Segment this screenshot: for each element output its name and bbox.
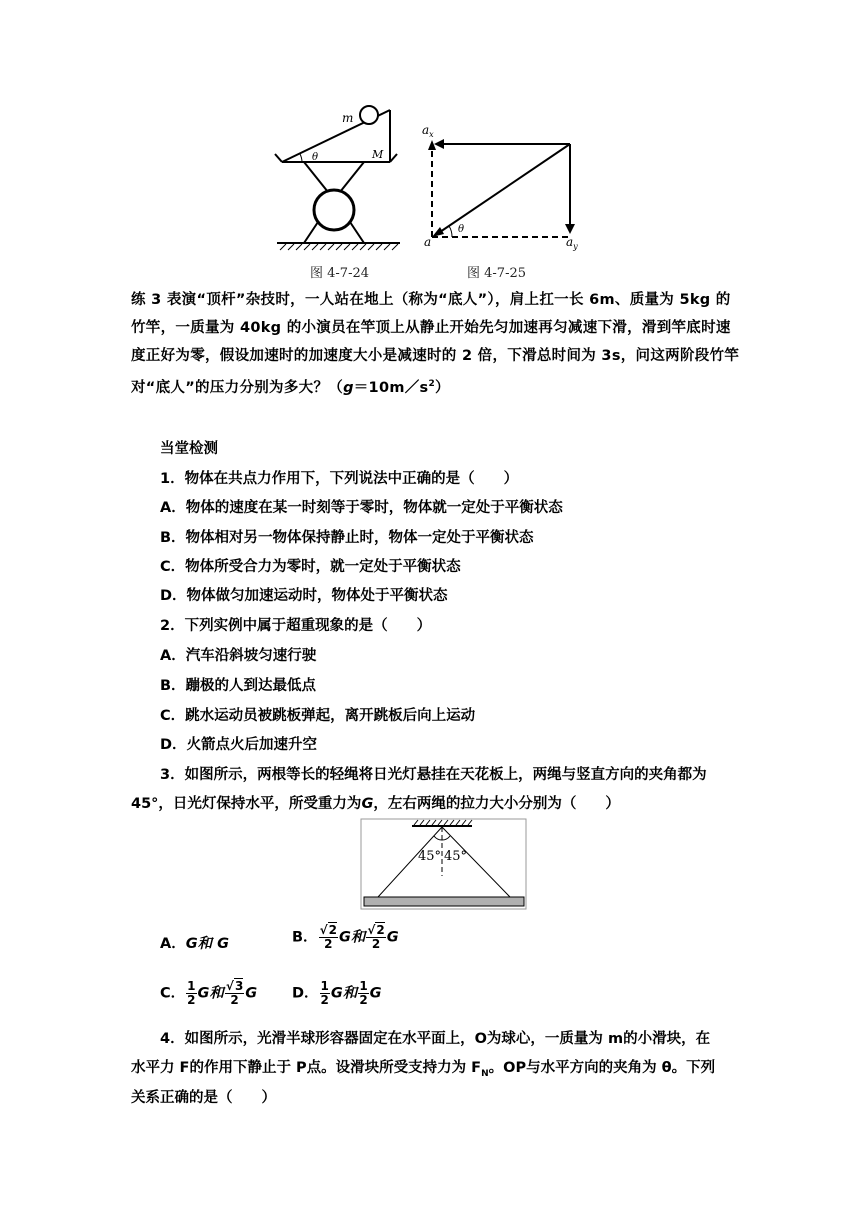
label-ay: $a_y$	[566, 235, 578, 251]
q3-option-a: A．G和 G	[160, 936, 230, 952]
q4-line3: 关系正确的是（ ）	[131, 1090, 276, 1106]
label-a: a	[424, 235, 432, 249]
q1-option-a: A．物体的速度在某一时刻等于零时，物体就一定处于平衡状态	[160, 500, 563, 516]
figure-q3-lamp	[360, 818, 528, 912]
q2-option-b: B．蹦极的人到达最低点	[160, 678, 317, 694]
angle-right-label: 45°	[444, 849, 468, 864]
label-theta-2: θ	[458, 224, 465, 235]
figure-4-7-24	[272, 100, 407, 255]
label-M: M	[372, 148, 384, 161]
q2-stem: 2．下列实例中属于超重现象的是（ ）	[160, 618, 432, 634]
q4-line1: 4．如图所示，光滑半球形容器固定在水平面上，O为球心，一质量为 m的小滑块，在	[160, 1031, 711, 1047]
q2-option-c: C．跳水运动员被跳板弹起，离开跳板后向上运动	[160, 708, 476, 724]
q3-option-d: D． $\frac{1}{2}$ G和 $\frac{1}{2}$ G	[292, 979, 382, 1007]
q1-option-c: C．物体所受合力为零时，就一定处于平衡状态	[160, 559, 461, 575]
label-theta: θ	[312, 152, 319, 163]
section-title: 当堂检测	[160, 441, 218, 457]
q1-option-d: D．物体做匀加速运动时，物体处于平衡状态	[160, 588, 448, 604]
q2-option-a: A．汽车沿斜坡匀速行驶	[160, 648, 317, 664]
figure-4-7-25	[420, 120, 590, 255]
q4-line2: 水平力 F的作用下静止于 P点。设滑块所受支持力为 $F_N$。OP与水平方向的夹角为 θ。下列	[131, 1060, 716, 1079]
exercise-3: 练 3 表演“顶杆”杂技时，一人站在地上（称为“底人”），肩上扛一长 6m、质量为 5kg 的竹竿，一质量为 40kg 的小演员在竿顶上从静止开始先匀加速再匀减速下滑，滑到竿底时速度正好为零，假设加速时的加速度大小是减速时的 2 倍，下滑总时间为 3s，问这两阶段竹竿对“底人”的压力分别为多大？$(g=10m/s^2)$	[131, 292, 740, 396]
angle-left-label: 45°	[418, 849, 442, 864]
q1-stem: 1．物体在共点力作用下，下列说法中正确的是（ ）	[160, 471, 519, 487]
label-m: m	[342, 111, 354, 125]
q3-option-b: B． $\frac{√2}{2}$ G和 $\frac{√2}{2}$ G	[292, 923, 399, 951]
caption-fig-4-7-24: 图 4-7-24	[310, 266, 370, 281]
caption-fig-4-7-25: 图 4-7-25	[467, 266, 527, 281]
label-ax: $a_x$	[422, 123, 434, 139]
q3-stem-line2: 45°，日光灯保持水平，所受重力为G，左右两绳的拉力大小分别为（ ）	[131, 796, 620, 812]
q3-stem-line1: 3．如图所示，两根等长的轻绳将日光灯悬挂在天花板上，两绳与竖直方向的夹角都为	[160, 767, 707, 783]
q2-option-d: D．火箭点火后加速升空	[160, 737, 318, 753]
q3-option-c: C． $\frac{1}{2}$ G和 $\frac{√3}{2}$ G	[160, 979, 258, 1007]
q1-option-b: B．物体相对另一物体保持静止时，物体一定处于平衡状态	[160, 530, 534, 546]
